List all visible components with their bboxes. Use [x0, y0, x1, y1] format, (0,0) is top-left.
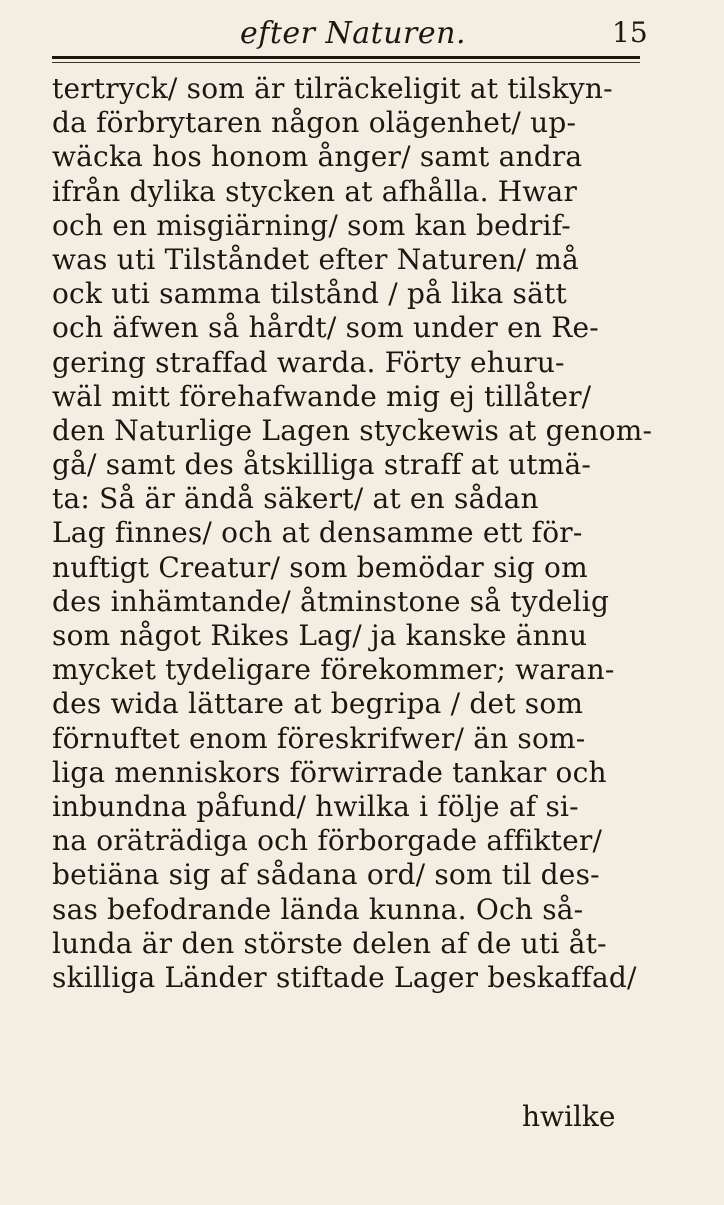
text-line: ifrån dylika stycken at afhålla. Hwar — [52, 174, 578, 208]
text-line: betiäna sig af sådana ord/ som til des- — [52, 858, 600, 892]
running-head — [0, 14, 724, 54]
text-line: lunda är den störste delen af de uti åt- — [52, 926, 607, 960]
text-line: som något Rikes Lag/ ja kanske ännu — [52, 619, 588, 652]
text-line: gering straffad warda. Förty ehuru- — [52, 345, 565, 379]
text-line: na oräträdiga och förborgade affikter/ — [52, 824, 603, 858]
running-head-title: efter Naturen. — [240, 16, 467, 51]
text-line: Lag finnes/ och at densamme ett för- — [52, 516, 583, 550]
text-line: och äfwen så hårdt/ som under en Re- — [52, 311, 599, 345]
text-line: skilliga Länder stiftade Lager beskaffad/ — [52, 960, 637, 994]
text-line: mycket tydeligare förekommer; waran- — [52, 653, 615, 687]
text-line: inbundna påfund/ hwilka i följe af si- — [52, 789, 579, 823]
text-line: da förbrytaren någon olägenhet/ up- — [52, 106, 577, 140]
text-line: nuftigt Creatur/ som bemödar sig om — [52, 550, 588, 584]
page-number: 15 — [612, 16, 648, 49]
text-line: was uti Tilståndet efter Naturen/ må — [52, 242, 579, 276]
text-line: wäcka hos honom ånger/ samt andra — [52, 140, 583, 174]
text-line: ock uti samma tilstånd / på lika sätt — [52, 277, 567, 311]
catchword: hwilke — [522, 1100, 616, 1133]
text-line: förnuftet enom föreskrifwer/ än som- — [52, 721, 586, 755]
text-line: des wida lättare at begripa / det som — [52, 687, 584, 721]
text-line: sas befodrande lända kunna. Och så- — [52, 892, 584, 926]
text-line: wäl mitt förehafwande mig ej tillåter/ — [52, 379, 592, 413]
text-line: liga menniskors förwirrade tankar och — [52, 755, 607, 789]
body-text — [52, 72, 652, 995]
header-rule-thin — [52, 62, 640, 63]
text-line: gå/ samt des åtskilliga straff at utmä- — [52, 448, 592, 482]
text-line: den Naturlige Lagen styckewis at genom- — [52, 413, 653, 447]
text-line: des inhämtande/ åtminstone så tydelig — [52, 584, 610, 618]
text-line: tertryck/ som är tilräckeligit at tilskyn- — [52, 72, 613, 105]
text-line: ta: Så är ändå säkert/ at en sådan — [52, 482, 539, 516]
header-rule — [52, 56, 640, 59]
text-line: och en misgiärning/ som kan bedrif- — [52, 208, 571, 242]
